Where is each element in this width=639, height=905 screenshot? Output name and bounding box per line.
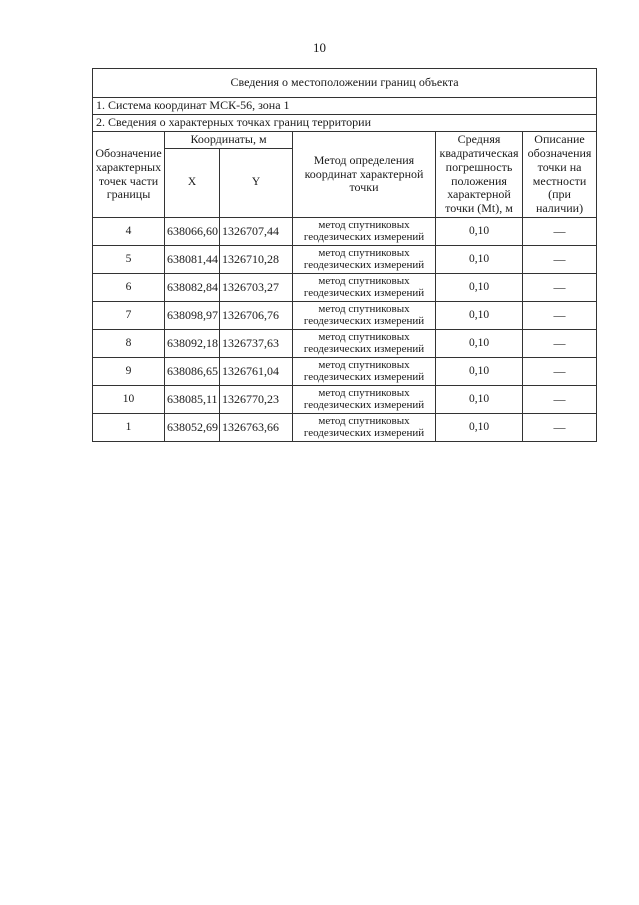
cell-x: 638085,11	[165, 386, 220, 414]
cell-error: 0,10	[436, 246, 523, 274]
header-description: Описание обозначения точки на местности (при наличии)	[523, 132, 597, 218]
cell-error: 0,10	[436, 330, 523, 358]
cell-description: —	[523, 386, 597, 414]
header-x: X	[165, 149, 220, 218]
table-title: Сведения о местоположении границ объекта	[93, 69, 597, 98]
section-title: 2. Сведения о характерных точках границ территории	[93, 115, 597, 132]
header-error: Средняя квадратическая погрешность положения характерной точки (Mt), м	[436, 132, 523, 218]
cell-description: —	[523, 330, 597, 358]
cell-x: 638066,60	[165, 218, 220, 246]
cell-x: 638092,18	[165, 330, 220, 358]
table-row	[93, 386, 597, 414]
cell-y: 1326703,27	[220, 274, 293, 302]
cell-point: 6	[93, 274, 165, 302]
cell-error: 0,10	[436, 218, 523, 246]
header-point: Обозначение характерных точек части границы	[93, 132, 165, 218]
cell-point: 4	[93, 218, 165, 246]
boundary-table	[92, 68, 597, 442]
cell-description: —	[523, 414, 597, 442]
header-coordinates: Координаты, м	[165, 132, 293, 149]
coordinate-system: 1. Система координат МСК-56, зона 1	[93, 98, 597, 115]
cell-description: —	[523, 218, 597, 246]
cell-y: 1326710,28	[220, 246, 293, 274]
table-row	[93, 414, 597, 442]
cell-y: 1326761,04	[220, 358, 293, 386]
cell-y: 1326770,23	[220, 386, 293, 414]
cell-point: 7	[93, 302, 165, 330]
cell-y: 1326763,66	[220, 414, 293, 442]
cell-x: 638052,69	[165, 414, 220, 442]
cell-error: 0,10	[436, 274, 523, 302]
cell-x: 638098,97	[165, 302, 220, 330]
cell-method: метод спутниковых геодезических измерений	[293, 274, 436, 302]
table-row	[93, 218, 597, 246]
table-row	[93, 330, 597, 358]
cell-method: метод спутниковых геодезических измерений	[293, 246, 436, 274]
cell-y: 1326706,76	[220, 302, 293, 330]
cell-y: 1326737,63	[220, 330, 293, 358]
cell-point: 9	[93, 358, 165, 386]
cell-method: метод спутниковых геодезических измерений	[293, 330, 436, 358]
cell-y: 1326707,44	[220, 218, 293, 246]
cell-x: 638082,84	[165, 274, 220, 302]
table-row	[93, 358, 597, 386]
cell-point: 1	[93, 414, 165, 442]
cell-method: метод спутниковых геодезических измерений	[293, 358, 436, 386]
cell-x: 638086,65	[165, 358, 220, 386]
page-number: 10	[313, 40, 326, 55]
cell-point: 10	[93, 386, 165, 414]
table-row	[93, 274, 597, 302]
cell-description: —	[523, 358, 597, 386]
cell-method: метод спутниковых геодезических измерений	[293, 414, 436, 442]
table-row	[93, 246, 597, 274]
cell-description: —	[523, 246, 597, 274]
cell-error: 0,10	[436, 386, 523, 414]
cell-method: метод спутниковых геодезических измерений	[293, 218, 436, 246]
table-row	[93, 302, 597, 330]
cell-error: 0,10	[436, 358, 523, 386]
cell-description: —	[523, 302, 597, 330]
header-method: Метод определения координат характерной точки	[293, 132, 436, 218]
header-y: Y	[220, 149, 293, 218]
cell-point: 8	[93, 330, 165, 358]
cell-description: —	[523, 274, 597, 302]
cell-point: 5	[93, 246, 165, 274]
cell-method: метод спутниковых геодезических измерений	[293, 386, 436, 414]
cell-method: метод спутниковых геодезических измерений	[293, 302, 436, 330]
cell-error: 0,10	[436, 302, 523, 330]
cell-error: 0,10	[436, 414, 523, 442]
cell-x: 638081,44	[165, 246, 220, 274]
